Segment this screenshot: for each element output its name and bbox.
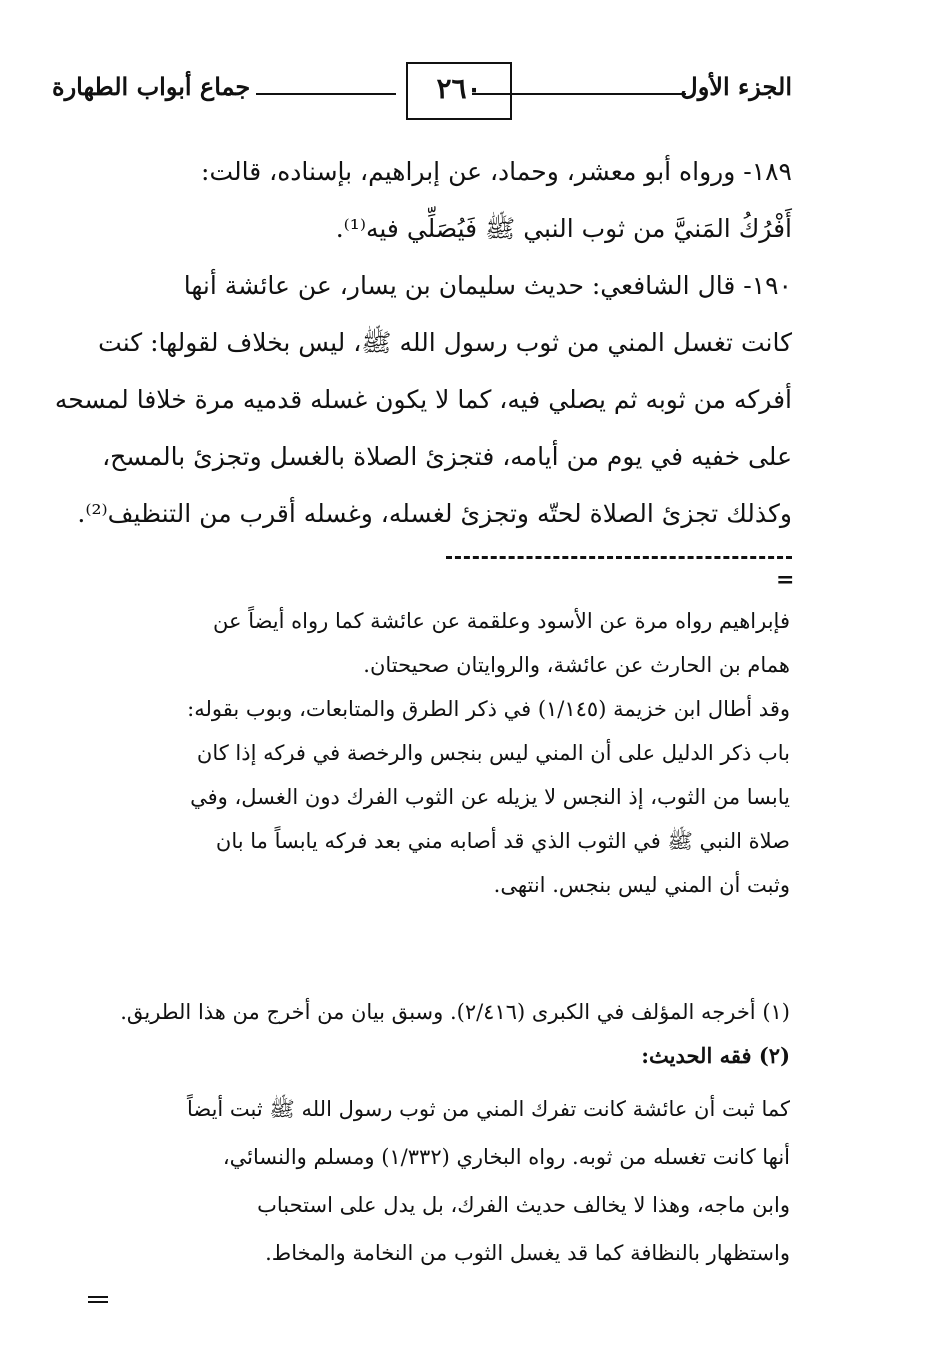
main-line: أفركه من ثوبه ثم يصلي فيه، كما لا يكون غسله قدميه مرة خلافا لمسحه xyxy=(54,385,792,414)
fiqh-line: واستظهار بالنظافة كما قد يغسل الثوب من النخامة والمخاط. xyxy=(265,1241,790,1265)
fiqh-line: أنها كانت تغسله من ثوبه. رواه البخاري (١/٣٣٢) ومسلم والنسائي، xyxy=(222,1145,790,1169)
footnote-line: همام بن الحارث عن عائشة، والروايتان صحيحتان. xyxy=(363,653,790,677)
main-line: كانت تغسل المني من ثوب رسول الله ﷺ، ليس بخلاف لقولها: كنت xyxy=(98,328,792,357)
footnote-line: وقد أطال ابن خزيمة (١/١٤٥) في ذكر الطرق والمتابعات، وبوب بقوله: xyxy=(187,697,790,721)
page-header xyxy=(52,62,792,122)
footnote-line: وثبت أن المني ليس بنجس. انتهى. xyxy=(493,873,790,897)
main-line: ١٩٠- قال الشافعي: حديث سليمان بن يسار، عن عائشة أنها xyxy=(183,271,792,300)
page-number-box xyxy=(406,62,512,120)
footnotes xyxy=(90,990,790,1078)
header-rule-left xyxy=(256,93,396,95)
page-number: ٢٦٠ xyxy=(436,72,482,105)
fiqh-section xyxy=(150,1085,790,1277)
footnote-line: يابسا من الثوب، إذ النجس لا يزيله عن الثوب الفرك دون الغسل، وفي xyxy=(190,785,790,809)
footnote-separator xyxy=(446,556,792,559)
fiqh-line: وابن ماجه، وهذا لا يخالف حديث الفرك، بل يدل على استحباب xyxy=(257,1193,790,1217)
footnote-line: باب ذكر الدليل على أن المني ليس بنجس والرخصة في فركه إذا كان xyxy=(196,741,790,765)
main-line: وكذلك تجزئ الصلاة لحتّه وتجزئ لغسله، وغسله أقرب من التنظيف⁽²⁾. xyxy=(77,499,792,528)
header-part-label: الجزء الأول xyxy=(680,72,792,101)
footnote-line: صلاة النبي ﷺ في الثوب الذي قد أصابه مني بعد فركه يابساً ما بان xyxy=(215,829,790,853)
main-text xyxy=(54,143,792,542)
footnote-line: فإبراهيم رواه مرة عن الأسود وعلقمة عن عائشة كما رواه أيضاً عن xyxy=(213,609,790,633)
continuation-mark: = xyxy=(776,567,795,593)
main-line: أَفْرُكُ المَنيَّ من ثوب النبي ﷺ فَيُصَلِّي فيه⁽¹⁾. xyxy=(335,214,792,243)
footnote-1: (١) أخرجه المؤلف في الكبرى (٢/٤١٦). وسبق بيان من أخرج من هذا الطريق. xyxy=(120,1000,790,1024)
footnote-2-heading: (٢) فقه الحديث: xyxy=(641,1043,790,1068)
fiqh-line: كما ثبت أن عائشة كانت تفرك المني من ثوب رسول الله ﷺ ثبت أيضاً xyxy=(186,1097,790,1121)
continuation-end-mark xyxy=(88,1296,108,1306)
footnote-continuation xyxy=(152,599,790,907)
main-line: على خفيه في يوم من أيامه، فتجزئ الصلاة بالغسل وتجزئ بالمسح، xyxy=(102,442,792,471)
header-section-label: جماع أبواب الطهارة xyxy=(52,72,251,101)
main-line: ١٨٩- ورواه أبو معشر، وحماد، عن إبراهيم، بإسناده، قالت: xyxy=(201,157,792,186)
